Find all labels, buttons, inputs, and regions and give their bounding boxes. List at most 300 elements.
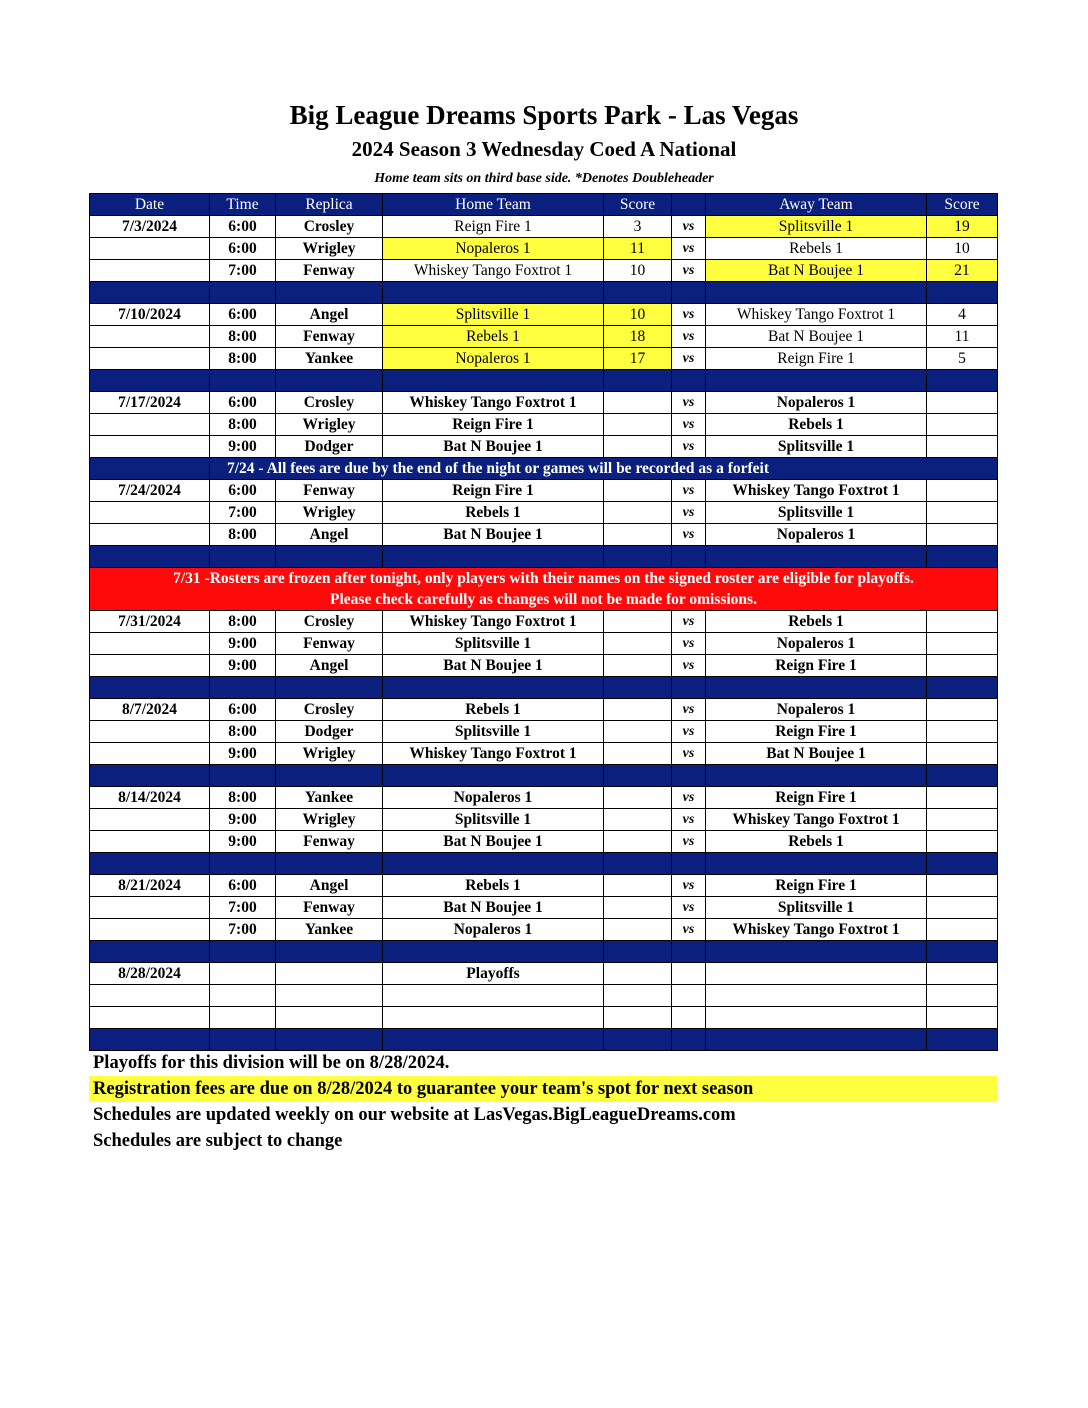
time-cell: 7:00: [210, 897, 276, 919]
away-score-cell: [927, 831, 998, 853]
date-cell: [90, 414, 210, 436]
col-header-home-score: Score: [604, 194, 672, 216]
away-score-cell: [927, 721, 998, 743]
vs-cell: vs: [672, 721, 706, 743]
empty-cell: [706, 677, 927, 699]
empty-cell: [210, 1029, 276, 1051]
empty-cell: [210, 546, 276, 568]
separator-row: [90, 370, 998, 392]
empty-cell: [672, 941, 706, 963]
away-score-cell: 4: [927, 304, 998, 326]
replica-cell: Crosley: [276, 611, 383, 633]
empty-cell: [927, 963, 998, 985]
table-row: [90, 326, 998, 348]
table-row: [90, 414, 998, 436]
home-team-cell: Bat N Boujee 1: [383, 897, 604, 919]
home-score-cell: [604, 502, 672, 524]
empty-cell: [383, 765, 604, 787]
table-row: [90, 721, 998, 743]
away-team-cell: Splitsville 1: [706, 502, 927, 524]
away-team-cell: Reign Fire 1: [706, 875, 927, 897]
empty-cell: [383, 1007, 604, 1029]
replica-cell: Wrigley: [276, 502, 383, 524]
empty-cell: [706, 765, 927, 787]
empty-cell: [706, 985, 927, 1007]
home-team-cell: Bat N Boujee 1: [383, 655, 604, 677]
time-cell: 6:00: [210, 480, 276, 502]
home-score-cell: 17: [604, 348, 672, 370]
home-team-cell: Nopaleros 1: [383, 919, 604, 941]
date-cell: [90, 919, 210, 941]
table-header-row: [90, 194, 998, 216]
empty-cell: [706, 370, 927, 392]
table-row: [90, 502, 998, 524]
date-cell: 7/24/2024: [90, 480, 210, 502]
empty-cell: [672, 282, 706, 304]
home-score-cell: 10: [604, 304, 672, 326]
away-score-cell: [927, 524, 998, 546]
vs-cell: vs: [672, 919, 706, 941]
table-row: [90, 348, 998, 370]
home-team-cell: Nopaleros 1: [383, 348, 604, 370]
away-score-cell: 19: [927, 216, 998, 238]
replica-cell: Wrigley: [276, 743, 383, 765]
empty-cell: [927, 370, 998, 392]
footer-change-note: Schedules are subject to change: [93, 1131, 343, 1151]
away-score-cell: [927, 392, 998, 414]
empty-cell: [90, 677, 210, 699]
empty-cell: [383, 677, 604, 699]
date-cell: [90, 809, 210, 831]
table-row: [90, 699, 998, 721]
empty-cell: [706, 1007, 927, 1029]
away-team-cell: Whiskey Tango Foxtrot 1: [706, 304, 927, 326]
empty-cell: [276, 963, 383, 985]
away-score-cell: [927, 611, 998, 633]
home-team-cell: Reign Fire 1: [383, 414, 604, 436]
empty-cell: [90, 1007, 210, 1029]
blank-row: [90, 1007, 998, 1029]
replica-cell: Dodger: [276, 721, 383, 743]
empty-cell: [706, 546, 927, 568]
table-row: [90, 260, 998, 282]
time-cell: 8:00: [210, 348, 276, 370]
empty-cell: [672, 985, 706, 1007]
empty-cell: [276, 1029, 383, 1051]
home-score-cell: [604, 831, 672, 853]
page-subtitle: 2024 Season 3 Wednesday Coed A National: [351, 137, 737, 161]
playoffs-label: Playoffs: [383, 963, 604, 985]
date-cell: [90, 436, 210, 458]
time-cell: 9:00: [210, 743, 276, 765]
separator-row: [90, 282, 998, 304]
time-cell: 7:00: [210, 502, 276, 524]
empty-cell: [210, 853, 276, 875]
empty-cell: [383, 546, 604, 568]
empty-cell: [604, 941, 672, 963]
replica-cell: Crosley: [276, 699, 383, 721]
vs-cell: vs: [672, 414, 706, 436]
vs-cell: vs: [672, 611, 706, 633]
home-score-cell: 3: [604, 216, 672, 238]
vs-cell: vs: [672, 326, 706, 348]
away-team-cell: Splitsville 1: [706, 897, 927, 919]
home-team-cell: Whiskey Tango Foxtrot 1: [383, 392, 604, 414]
replica-cell: Wrigley: [276, 238, 383, 260]
home-team-cell: Bat N Boujee 1: [383, 524, 604, 546]
replica-cell: Angel: [276, 875, 383, 897]
time-cell: 9:00: [210, 633, 276, 655]
time-cell: 8:00: [210, 787, 276, 809]
roster-alert: [90, 568, 998, 611]
vs-cell: vs: [672, 238, 706, 260]
empty-cell: [210, 765, 276, 787]
home-team-cell: Nopaleros 1: [383, 238, 604, 260]
page-title: Big League Dreams Sports Park - Las Vegas: [289, 100, 799, 130]
empty-cell: [927, 765, 998, 787]
replica-cell: Fenway: [276, 633, 383, 655]
home-score-cell: [604, 414, 672, 436]
empty-cell: [927, 1029, 998, 1051]
separator-row: [90, 853, 998, 875]
away-team-cell: Reign Fire 1: [706, 655, 927, 677]
vs-cell: vs: [672, 897, 706, 919]
empty-cell: [210, 941, 276, 963]
col-header-vs: [672, 194, 706, 216]
away-team-cell: Nopaleros 1: [706, 633, 927, 655]
away-score-cell: [927, 699, 998, 721]
away-team-cell: Splitsville 1: [706, 436, 927, 458]
table-row: [90, 809, 998, 831]
header-note: Home team sits on third base side. *Denotes Doubleheader: [374, 171, 714, 186]
empty-cell: [90, 282, 210, 304]
empty-cell: [276, 985, 383, 1007]
playoffs-row: [90, 963, 998, 985]
away-score-cell: [927, 897, 998, 919]
away-team-cell: Nopaleros 1: [706, 524, 927, 546]
empty-cell: [383, 1029, 604, 1051]
table-row: [90, 787, 998, 809]
away-score-cell: [927, 787, 998, 809]
home-team-cell: Rebels 1: [383, 326, 604, 348]
empty-cell: [927, 985, 998, 1007]
away-team-cell: Splitsville 1: [706, 216, 927, 238]
home-team-cell: Rebels 1: [383, 699, 604, 721]
notice-row: [90, 458, 998, 480]
date-cell: [90, 326, 210, 348]
home-team-cell: Splitsville 1: [383, 809, 604, 831]
empty-cell: [90, 941, 210, 963]
table-row: [90, 897, 998, 919]
empty-cell: [90, 985, 210, 1007]
home-score-cell: [604, 875, 672, 897]
footer-playoffs-note: Playoffs for this division will be on 8/28/2024.: [93, 1053, 450, 1073]
empty-cell: [927, 941, 998, 963]
home-score-cell: [604, 392, 672, 414]
empty-cell: [706, 941, 927, 963]
replica-cell: Crosley: [276, 216, 383, 238]
vs-cell: vs: [672, 699, 706, 721]
home-team-cell: Splitsville 1: [383, 304, 604, 326]
time-cell: 8:00: [210, 611, 276, 633]
home-team-cell: Bat N Boujee 1: [383, 831, 604, 853]
time-cell: 6:00: [210, 216, 276, 238]
time-cell: 7:00: [210, 919, 276, 941]
time-cell: 9:00: [210, 655, 276, 677]
time-cell: 6:00: [210, 875, 276, 897]
roster-alert-row: [90, 568, 998, 611]
replica-cell: Fenway: [276, 326, 383, 348]
empty-cell: [672, 963, 706, 985]
home-team-cell: Whiskey Tango Foxtrot 1: [383, 260, 604, 282]
date-cell: [90, 633, 210, 655]
home-score-cell: [604, 633, 672, 655]
empty-cell: [672, 370, 706, 392]
away-score-cell: [927, 809, 998, 831]
replica-cell: Wrigley: [276, 809, 383, 831]
time-cell: 6:00: [210, 392, 276, 414]
replica-cell: Fenway: [276, 897, 383, 919]
home-team-cell: Whiskey Tango Foxtrot 1: [383, 743, 604, 765]
home-team-cell: Reign Fire 1: [383, 480, 604, 502]
empty-cell: [927, 1007, 998, 1029]
table-row: [90, 238, 998, 260]
away-score-cell: [927, 919, 998, 941]
home-team-cell: Splitsville 1: [383, 721, 604, 743]
notice-spacer: [90, 458, 210, 480]
empty-cell: [672, 677, 706, 699]
replica-cell: Fenway: [276, 480, 383, 502]
home-score-cell: [604, 919, 672, 941]
empty-cell: [672, 853, 706, 875]
footer-registration-note: Registration fees are due on 8/28/2024 to guarantee your team's spot for next season: [89, 1076, 997, 1102]
date-cell: 8/28/2024: [90, 963, 210, 985]
home-score-cell: [604, 524, 672, 546]
home-team-cell: Rebels 1: [383, 875, 604, 897]
empty-cell: [927, 853, 998, 875]
blank-row: [90, 985, 998, 1007]
empty-cell: [706, 282, 927, 304]
vs-cell: vs: [672, 524, 706, 546]
replica-cell: Dodger: [276, 436, 383, 458]
empty-cell: [90, 765, 210, 787]
replica-cell: Yankee: [276, 348, 383, 370]
table-row: [90, 633, 998, 655]
footer-notes: [89, 1050, 997, 1154]
date-cell: [90, 260, 210, 282]
home-score-cell: [604, 809, 672, 831]
col-header-date: Date: [90, 194, 210, 216]
time-cell: 9:00: [210, 831, 276, 853]
empty-cell: [706, 853, 927, 875]
empty-cell: [672, 1029, 706, 1051]
empty-cell: [383, 853, 604, 875]
home-score-cell: 11: [604, 238, 672, 260]
replica-cell: Fenway: [276, 260, 383, 282]
empty-cell: [604, 985, 672, 1007]
empty-cell: [276, 765, 383, 787]
empty-cell: [604, 546, 672, 568]
empty-cell: [210, 985, 276, 1007]
empty-cell: [210, 370, 276, 392]
away-team-cell: Rebels 1: [706, 414, 927, 436]
date-cell: [90, 238, 210, 260]
empty-cell: [210, 1007, 276, 1029]
table-row: [90, 611, 998, 633]
empty-cell: [276, 546, 383, 568]
date-cell: 8/21/2024: [90, 875, 210, 897]
vs-cell: vs: [672, 787, 706, 809]
vs-cell: vs: [672, 304, 706, 326]
schedule-body: [90, 216, 998, 1051]
home-team-cell: Whiskey Tango Foxtrot 1: [383, 611, 604, 633]
vs-cell: vs: [672, 831, 706, 853]
empty-cell: [927, 677, 998, 699]
time-cell: 8:00: [210, 414, 276, 436]
empty-cell: [276, 282, 383, 304]
empty-cell: [210, 282, 276, 304]
away-team-cell: Reign Fire 1: [706, 787, 927, 809]
home-score-cell: [604, 787, 672, 809]
home-team-cell: Rebels 1: [383, 502, 604, 524]
away-score-cell: 5: [927, 348, 998, 370]
empty-cell: [276, 1007, 383, 1029]
replica-cell: Angel: [276, 524, 383, 546]
table-row: [90, 436, 998, 458]
time-cell: 6:00: [210, 304, 276, 326]
away-score-cell: 10: [927, 238, 998, 260]
table-row: [90, 304, 998, 326]
replica-cell: Fenway: [276, 831, 383, 853]
table-row: [90, 524, 998, 546]
time-cell: 9:00: [210, 809, 276, 831]
table-row: [90, 480, 998, 502]
table-row: [90, 743, 998, 765]
replica-cell: Yankee: [276, 919, 383, 941]
col-header-away-score: Score: [927, 194, 998, 216]
col-header-time: Time: [210, 194, 276, 216]
away-team-cell: Reign Fire 1: [706, 348, 927, 370]
replica-cell: Angel: [276, 304, 383, 326]
home-score-cell: [604, 436, 672, 458]
empty-cell: [672, 765, 706, 787]
home-score-cell: [604, 897, 672, 919]
empty-cell: [706, 1029, 927, 1051]
home-score-cell: [604, 699, 672, 721]
date-cell: [90, 831, 210, 853]
empty-cell: [672, 1007, 706, 1029]
time-cell: 9:00: [210, 436, 276, 458]
away-score-cell: 11: [927, 326, 998, 348]
replica-cell: Angel: [276, 655, 383, 677]
home-team-cell: Bat N Boujee 1: [383, 436, 604, 458]
away-score-cell: [927, 875, 998, 897]
home-team-cell: Reign Fire 1: [383, 216, 604, 238]
empty-cell: [927, 546, 998, 568]
vs-cell: vs: [672, 392, 706, 414]
vs-cell: vs: [672, 480, 706, 502]
vs-cell: vs: [672, 216, 706, 238]
separator-row: [90, 765, 998, 787]
away-score-cell: [927, 436, 998, 458]
time-cell: 6:00: [210, 238, 276, 260]
empty-cell: [90, 370, 210, 392]
away-team-cell: Bat N Boujee 1: [706, 743, 927, 765]
empty-cell: [90, 853, 210, 875]
away-score-cell: [927, 743, 998, 765]
vs-cell: vs: [672, 260, 706, 282]
empty-cell: [604, 677, 672, 699]
time-cell: 6:00: [210, 699, 276, 721]
empty-cell: [672, 546, 706, 568]
home-team-cell: Splitsville 1: [383, 633, 604, 655]
away-team-cell: Reign Fire 1: [706, 721, 927, 743]
vs-cell: vs: [672, 809, 706, 831]
empty-cell: [604, 765, 672, 787]
home-score-cell: [604, 611, 672, 633]
col-header-home-team: Home Team: [383, 194, 604, 216]
home-score-cell: [604, 655, 672, 677]
away-team-cell: Bat N Boujee 1: [706, 260, 927, 282]
empty-cell: [383, 941, 604, 963]
separator-row: [90, 1029, 998, 1051]
empty-cell: [210, 677, 276, 699]
home-score-cell: [604, 480, 672, 502]
empty-cell: [604, 370, 672, 392]
col-header-replica: Replica: [276, 194, 383, 216]
vs-cell: vs: [672, 348, 706, 370]
away-score-cell: [927, 414, 998, 436]
away-score-cell: [927, 655, 998, 677]
home-score-cell: 10: [604, 260, 672, 282]
away-team-cell: Rebels 1: [706, 831, 927, 853]
date-cell: [90, 524, 210, 546]
table-row: [90, 216, 998, 238]
separator-row: [90, 546, 998, 568]
time-cell: 8:00: [210, 326, 276, 348]
vs-cell: vs: [672, 633, 706, 655]
table-row: [90, 655, 998, 677]
date-cell: 7/31/2024: [90, 611, 210, 633]
away-score-cell: [927, 480, 998, 502]
schedule-table: [89, 193, 998, 1051]
empty-cell: [90, 546, 210, 568]
empty-cell: [90, 1029, 210, 1051]
roster-alert-line2: Please check carefully as changes will not be made for omissions.: [330, 591, 757, 608]
away-score-cell: 21: [927, 260, 998, 282]
empty-cell: [706, 963, 927, 985]
footer-website-note: Schedules are updated weekly on our website at LasVegas.BigLeagueDreams.com: [93, 1105, 736, 1125]
table-row: [90, 875, 998, 897]
col-header-away-team: Away Team: [706, 194, 927, 216]
empty-cell: [383, 282, 604, 304]
replica-cell: Crosley: [276, 392, 383, 414]
away-team-cell: Whiskey Tango Foxtrot 1: [706, 919, 927, 941]
empty-cell: [276, 853, 383, 875]
home-score-cell: [604, 743, 672, 765]
empty-cell: [604, 1029, 672, 1051]
replica-cell: Wrigley: [276, 414, 383, 436]
time-cell: 8:00: [210, 721, 276, 743]
date-cell: [90, 655, 210, 677]
vs-cell: vs: [672, 436, 706, 458]
vs-cell: vs: [672, 743, 706, 765]
empty-cell: [604, 963, 672, 985]
separator-row: [90, 677, 998, 699]
vs-cell: vs: [672, 502, 706, 524]
empty-cell: [276, 941, 383, 963]
away-team-cell: Nopaleros 1: [706, 392, 927, 414]
